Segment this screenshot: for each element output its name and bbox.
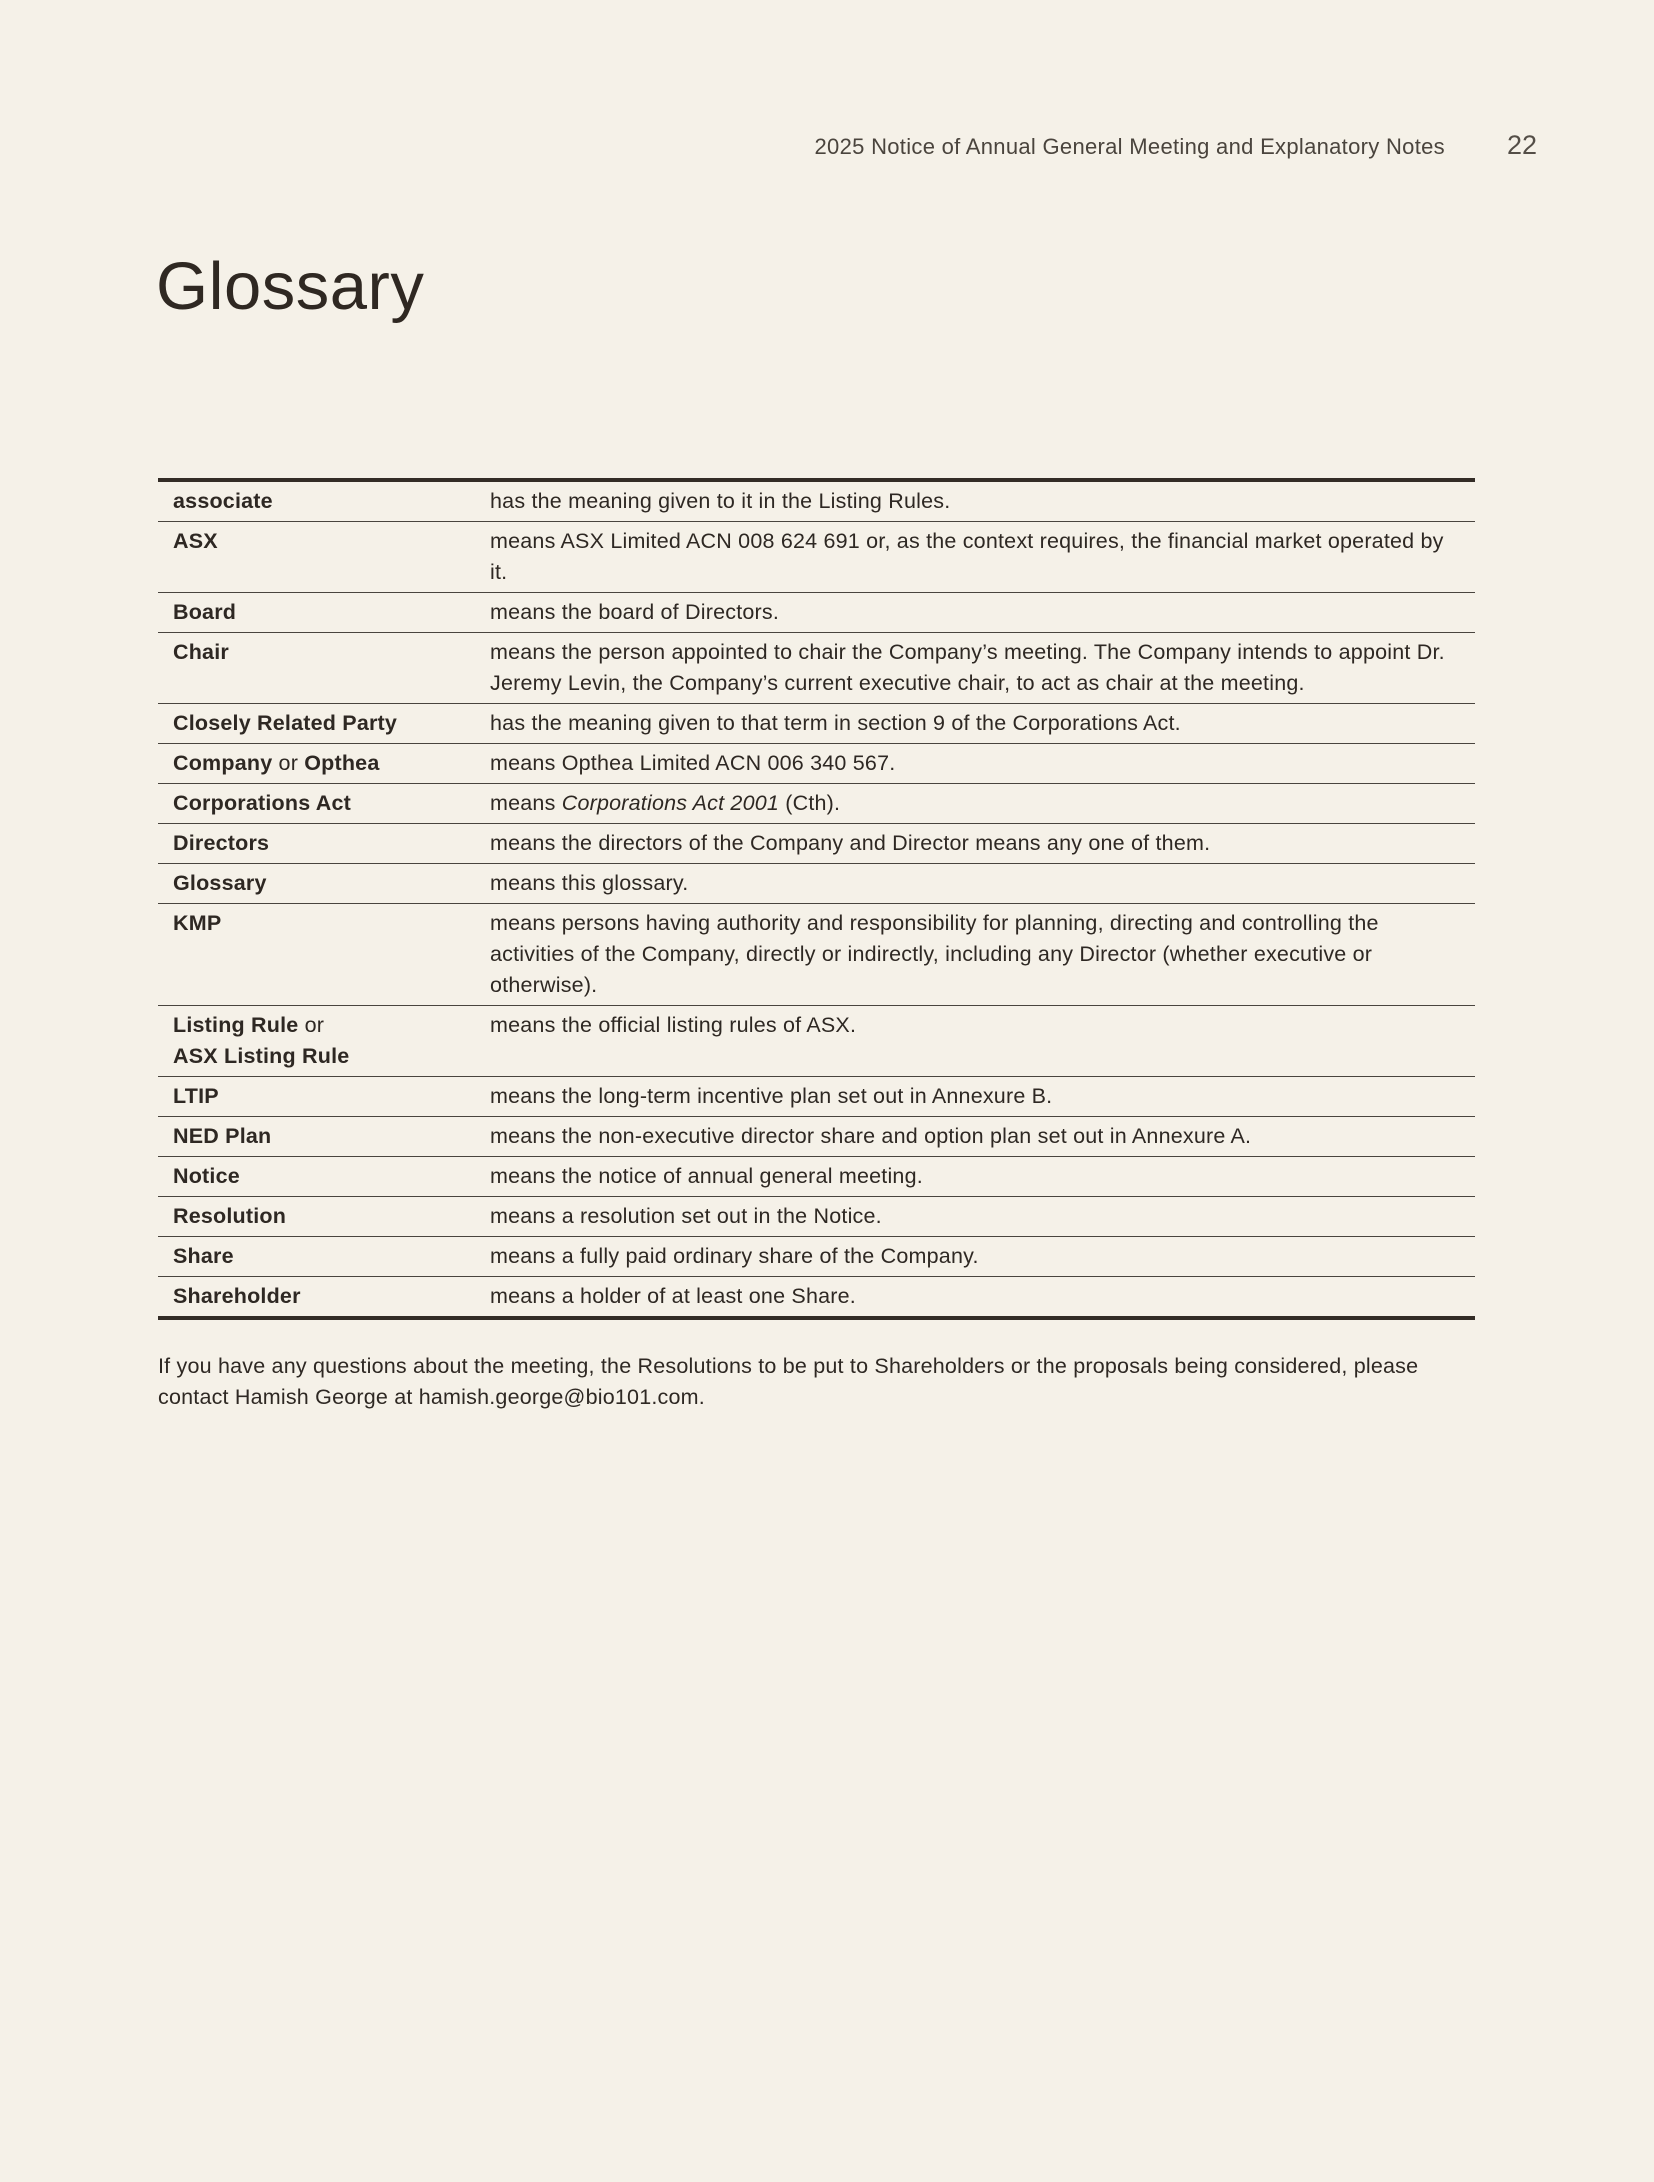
- table-row: [158, 864, 1475, 904]
- glossary-term: Board: [173, 600, 237, 624]
- glossary-term: associate: [173, 489, 273, 513]
- glossary-term: Chair: [173, 640, 229, 664]
- glossary-definition: means the person appointed to chair the Company’s meeting. The Company intends to appoint Dr. Jeremy Levin, the Company’s current executive chair, to act as chair at the meeting.: [490, 640, 1445, 695]
- table-row: [158, 482, 1475, 522]
- glossary-definition: [490, 788, 1475, 819]
- table-row: [158, 824, 1475, 864]
- glossary-definition: means ASX Limited ACN 008 624 691 or, as the context requires, the financial market operated by it.: [490, 529, 1444, 584]
- glossary-term: KMP: [173, 911, 222, 935]
- table-row: [158, 1277, 1475, 1316]
- term-bold-part: ASX Listing Rule: [173, 1044, 350, 1068]
- term-bold-part: Listing Rule: [173, 1013, 299, 1037]
- glossary-definition: means a resolution set out in the Notice.: [490, 1204, 882, 1228]
- glossary-term: Notice: [173, 1164, 240, 1188]
- glossary-term: Glossary: [173, 871, 267, 895]
- table-row: [158, 1157, 1475, 1197]
- glossary-term: Corporations Act: [173, 791, 351, 815]
- glossary-term: Resolution: [173, 1204, 287, 1228]
- table-row: [158, 1197, 1475, 1237]
- term-regular-part: or: [298, 1013, 325, 1037]
- glossary-definition: has the meaning given to that term in section 9 of the Corporations Act.: [490, 711, 1181, 735]
- definition-italic-part: Corporations Act 2001: [561, 791, 780, 815]
- table-row: [158, 522, 1475, 593]
- glossary-definition: means the board of Directors.: [490, 600, 780, 624]
- definition-text-part: (Cth).: [779, 791, 841, 815]
- glossary-definition: means the official listing rules of ASX.: [490, 1013, 857, 1037]
- glossary-term: [158, 748, 490, 779]
- glossary-definition: means the directors of the Company and Director means any one of them.: [490, 831, 1211, 855]
- glossary-term: ASX: [173, 529, 218, 553]
- main-content: [158, 478, 1475, 1413]
- glossary-definition: means Opthea Limited ACN 006 340 567.: [490, 751, 896, 775]
- page-header: [158, 130, 1537, 161]
- table-row: [158, 784, 1475, 824]
- contact-paragraph: If you have any questions about the meeting, the Resolutions to be put to Shareholders or the proposals being considered, please contact Hamish George at hamish.george@bio101.com.: [158, 1354, 1419, 1409]
- page-number: 22: [1506, 130, 1537, 160]
- glossary-term: NED Plan: [173, 1124, 272, 1148]
- term-bold-part: Opthea: [304, 751, 380, 775]
- glossary-definition: means this glossary.: [490, 871, 689, 895]
- glossary-term: Closely Related Party: [173, 711, 398, 735]
- glossary-definition: means the notice of annual general meeting.: [490, 1164, 923, 1188]
- table-row: [158, 1006, 1475, 1077]
- glossary-term: Shareholder: [173, 1284, 301, 1308]
- glossary-term: [158, 1010, 490, 1072]
- glossary-term: Directors: [173, 831, 270, 855]
- glossary-definition: means a holder of at least one Share.: [490, 1284, 856, 1308]
- glossary-definition: means a fully paid ordinary share of the Company.: [490, 1244, 979, 1268]
- table-row: [158, 904, 1475, 1006]
- table-row: [158, 1117, 1475, 1157]
- glossary-definition: has the meaning given to it in the Listing Rules.: [490, 489, 951, 513]
- running-header-title: 2025 Notice of Annual General Meeting and Explanatory Notes: [814, 134, 1445, 159]
- table-row: [158, 633, 1475, 704]
- glossary-definition: means the long-term incentive plan set out in Annexure B.: [490, 1084, 1053, 1108]
- table-row: [158, 1237, 1475, 1277]
- glossary-definition: means persons having authority and responsibility for planning, directing and controlling the activities of the Company, directly or indirectly, including any Director (whether executive or otherwise).: [490, 911, 1379, 997]
- glossary-table: [158, 478, 1475, 1320]
- term-bold-part: Company: [173, 751, 273, 775]
- table-row: [158, 1077, 1475, 1117]
- page-title: Glossary: [156, 249, 425, 324]
- definition-text-part: means: [490, 791, 562, 815]
- term-regular-part: or: [272, 751, 305, 775]
- table-row: [158, 704, 1475, 744]
- glossary-definition: means the non-executive director share and option plan set out in Annexure A.: [490, 1124, 1252, 1148]
- table-row: [158, 593, 1475, 633]
- glossary-term: Share: [173, 1244, 234, 1268]
- table-row: [158, 744, 1475, 784]
- glossary-term: LTIP: [173, 1084, 219, 1108]
